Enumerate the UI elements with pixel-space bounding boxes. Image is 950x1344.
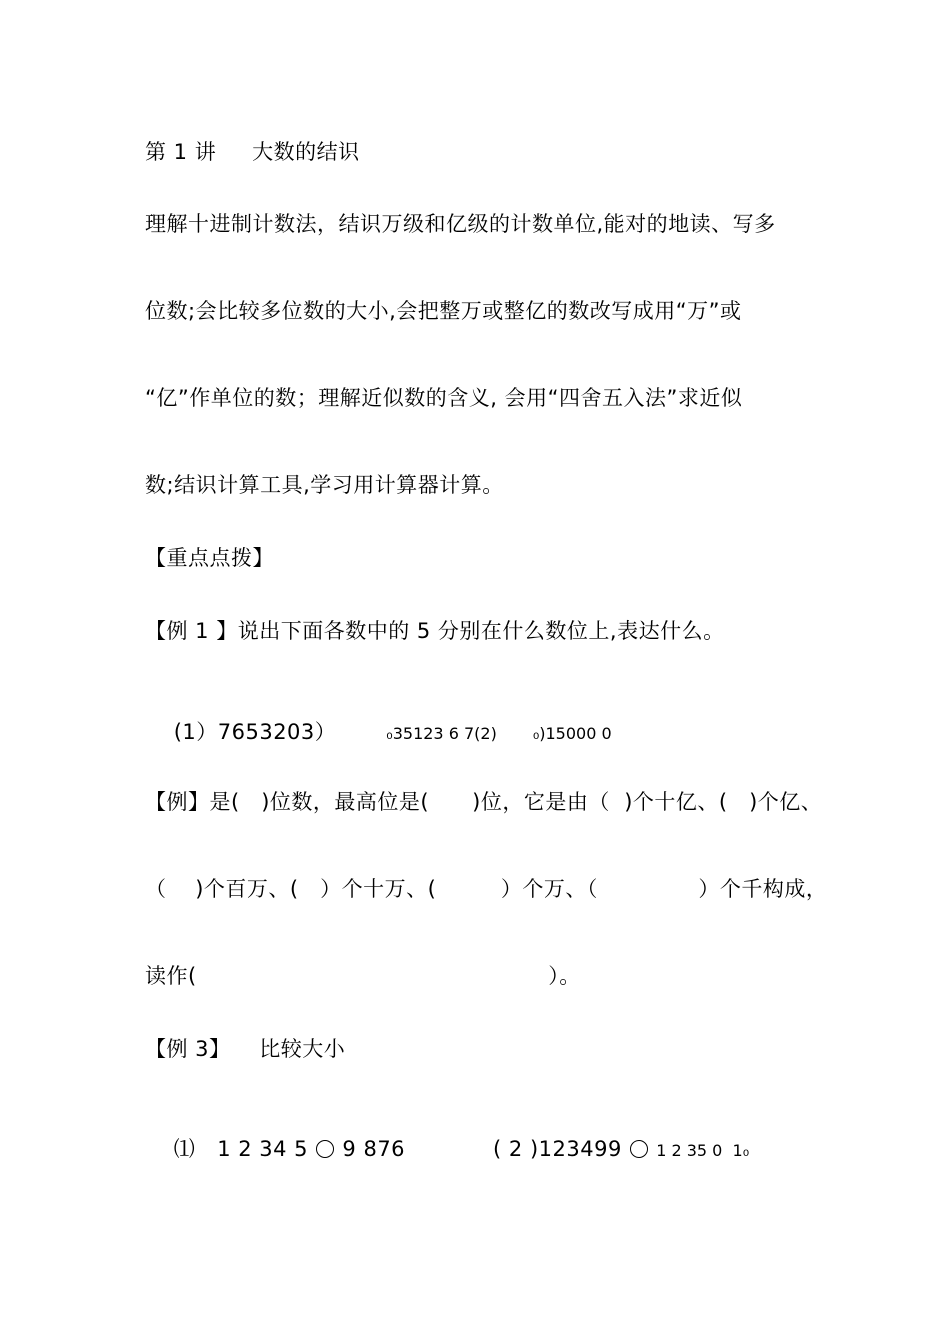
intro-line-4: 数;结识计算工具,学习用计算器计算。 [145,473,504,497]
lesson-title: 第 1 讲 大数的结识 [145,140,360,164]
example2-line-1: 【例】是( )位数，最高位是( )位，它是由（ )个十亿、( )个亿、 [145,790,823,814]
example1-items [145,690,612,776]
example2-line-3: 读作( ）。 [145,964,581,988]
section-heading: 【重点点拨】 [145,546,274,570]
example1-item-3: ₀)15000 0 [532,724,612,743]
example1-item-2: ₀35123 6 7(2) [386,724,497,743]
compare-circle-icon [630,1140,648,1158]
example3-item2-label: ( 2 )123499 [493,1137,622,1161]
intro-line-1: 理解十进制计数法，结识万级和亿级的计数单位,能对的地读、写多 [145,212,776,236]
example3-item2-right: 1 2 35 0 1₀ [656,1141,750,1160]
example3-item1-label: ⑴ [173,1137,196,1161]
intro-line-2: 位数;会比较多位数的大小,会把整万或整亿的数改写成用“万”或 [145,299,742,323]
example1-item-1: (1）7653203） [173,720,337,744]
example3-items [145,1107,749,1193]
example3-item1-right: 9 876 [342,1137,406,1161]
example2-line-2: （ )个百万、( ）个十万、( ）个万、（ ）个千构成， [145,877,828,901]
intro-line-3: “亿”作单位的数；理解近似数的含义, 会用“四舍五入法”求近似 [145,386,743,410]
example3-heading: 【例 3】 比较大小 [145,1037,346,1061]
compare-circle-icon [316,1140,334,1158]
example1-prompt: 【例 1 】说出下面各数中的 5 分别在什么数位上,表达什么。 [145,619,725,643]
example3-item1-left: 1 2 34 5 [217,1137,309,1161]
